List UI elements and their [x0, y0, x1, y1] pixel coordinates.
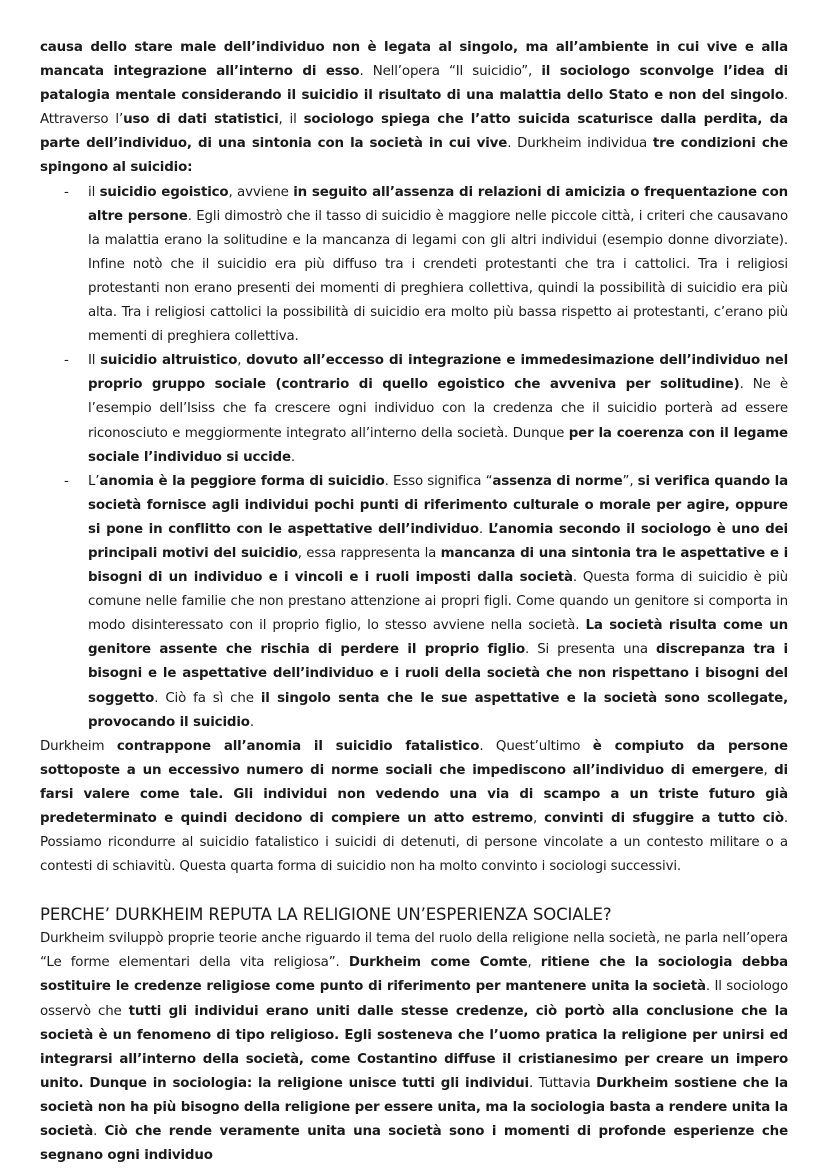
text-run: ”, — [622, 473, 638, 489]
bold-text-run: sociologo spiega che l’atto suicida scaturisce dalla perdita, da parte dell’individuo, di una sintonia con la società in cui vive — [40, 112, 788, 152]
text-run: . — [93, 1124, 105, 1140]
text-run: L’ — [88, 473, 100, 489]
bold-text-run: si verifica quando la società fornisce agli individui pochi punti di riferimento culturale o morale per agire, oppure si pone in conflitto con le aspettative dell’individuo — [88, 473, 788, 537]
text-run: . Tuttavia — [528, 1075, 597, 1091]
text-run: . — [290, 449, 295, 465]
text-run: Durkheim — [40, 738, 117, 754]
text-run: . — [478, 521, 489, 537]
bold-text-run: il sociologo sconvolge l’idea di patalogia mentale considerando il suicidio il risultato di una malattia dello Stato e non del singolo — [40, 64, 788, 104]
bold-text-run: Durkheim come Comte — [348, 955, 528, 971]
bold-text-run: anomia è la peggiore forma di suicidio — [99, 473, 385, 489]
bold-text-run: L’anomia secondo il sociologo è uno dei principali motivi del suicidio — [88, 521, 788, 561]
text-run: , — [763, 762, 775, 778]
bold-text-run: in seguito all’assenza di relazioni di amicizia o frequentazione con altre persone — [88, 184, 789, 224]
list-bullet: - — [64, 473, 69, 489]
text-run: . Si presenta una — [525, 642, 656, 658]
text-run: . Attraverso l’ — [40, 88, 788, 128]
bold-text-run: per la coerenza con il legame sociale l’individuo si uccide — [88, 425, 788, 465]
bold-text-run: mancanza di una sintonia tra le aspettative e i bisogni di un individuo e i vincoli e i ruoli imposti dalla società — [88, 545, 789, 586]
text-run: . Egli dimostrò che il tasso di suicidio è maggiore nelle piccole città, i criteri che causavano la malattia erano la solitudine e la mancanza di legami con gli altri individui (esempio donne divorziate). Infine notò che il suicidio era più diffuso tra i crendeti protestanti che tra i cattolici. Tra i religiosi protestanti non erano presenti dei momenti di preghiera collettiva, quindi la possibilità di suicidio era più alta. Tra i religiosi cattolici la possibilità di suicidio era molto più bassa rispetto ai protestanti, c’erano più mementi di preghiera collettiva. — [88, 208, 788, 345]
section-heading: PERCHE’ DURKHEIM REPUTA LA RELIGIONE UN’ESPERIENZA SOCIALE? — [40, 905, 612, 925]
list-bullet: - — [64, 184, 69, 200]
text-run: . Questa forma di suicidio è più comune nelle familie che non prestano attenzione ai propri figli. Come quando un genitore si comporta in modo disinteressato con il proprio figlio, lo stesso avviene nella società. — [88, 570, 789, 634]
text-run: . Ne è l’esempio dell’Isiss che fa crescere ogni individuo con la credenza che il suicidio porterà ad essere riconosciuto e meggiormente integrato all’interno della società. Dunque — [88, 377, 788, 441]
bold-text-run: uso di dati statistici — [123, 112, 279, 128]
list-item-altruistic — [40, 349, 788, 469]
text-run: . Esso significa “ — [384, 473, 493, 489]
bold-text-run: suicidio altruistico — [100, 353, 238, 369]
bold-text-run: il singolo senta che le sue aspettative e la società sono scollegate, provocando il suicidio — [88, 690, 788, 730]
bold-text-run: dovuto all’eccesso di integrazione e immedesimazione dell’individuo nel proprio gruppo sociale (contrario di quello egoistico che avveniva per solitudine) — [88, 353, 789, 393]
paragraph-intro — [40, 36, 788, 181]
list-item-text — [88, 349, 788, 469]
text-run: , avviene — [228, 184, 294, 200]
bold-text-run: convinti di sfuggire a tutto ciò — [544, 811, 784, 826]
bold-text-run: suicidio egoistico — [99, 184, 229, 200]
text-run: , essa rappresenta la — [297, 545, 441, 561]
text-run: . Quest’ultimo — [479, 738, 593, 754]
bold-text-run: Ciò che rende veramente unita una società sono i momenti di profonde esperienze che segnano ogni individuo — [40, 1124, 789, 1164]
text-run: , il — [278, 112, 304, 128]
paragraph-religion — [40, 927, 788, 1168]
text-run: . Ciò fa sì che — [154, 690, 261, 706]
list-bullet: - — [64, 353, 69, 369]
list-item-text — [88, 181, 788, 350]
text-run: Durkheim sviluppò proprie teorie anche riguardo il tema del ruolo della religione nella società, ne parla nell’opera “Le forme elementari della vita religiosa”. — [40, 931, 788, 971]
bold-text-run: assenza di norme — [492, 473, 623, 489]
bold-text-run: discrepanza tra i bisogni e le aspettative dell’individuo e i ruoli della società che non rispettano i bisogni del soggetto — [88, 642, 788, 706]
bold-text-run: ritiene che la sociologia debba sostituire le credenze religiose come punto di riferimento per mantenere unita la società — [40, 955, 788, 995]
paragraph-fatalistic — [40, 735, 788, 880]
bold-text-run: tre condizioni che spingono al suicidio: — [40, 136, 788, 176]
text-run: . — [249, 714, 254, 730]
list-item-text — [88, 470, 788, 735]
bold-text-run: Durkheim sostiene che la società non ha più bisogno della religione per essere unita, ma la sociologia basta a rendere unita la società — [40, 1075, 788, 1140]
text-run: il — [88, 184, 100, 200]
bold-text-run: di farsi valere come tale. Gli individui non vedendo una via di scampo a un triste futuro già predeterminato e quindi decidono di compiere un atto estremo — [40, 762, 789, 826]
bold-text-run: causa dello stare male dell’individuo non è legata al singolo, ma all’ambiente in cui vive e alla mancata integrazione all’interno di esso — [40, 40, 788, 80]
list-item-anomie — [40, 470, 788, 735]
suicide-types-list — [40, 181, 788, 735]
text-run: , — [532, 811, 545, 826]
list-item-egoistic — [40, 181, 788, 350]
bold-text-run: contrappone all’anomia il suicidio fatalistico — [116, 738, 480, 754]
bold-text-run: La società risulta come un genitore assente che rischia di perdere il proprio figlio — [88, 618, 788, 658]
text-run: , — [527, 955, 541, 971]
text-run: Il — [88, 353, 101, 369]
text-run: , — [237, 353, 247, 369]
text-run: . Nell’opera “Il suicidio”, — [359, 64, 542, 80]
text-run: . Durkheim individua — [507, 136, 653, 152]
bold-text-run: tutti gli individui erano uniti dalle stesse credenze, ciò portò alla conclusione che la società è un fenomeno di tipo religioso. Egli sosteneva che l’uomo pratica la religione per unirsi ed integrarsi all’interno della società, come Costantino diffuse il cristianesimo per creare un impero unito. Dunque in sociologia: la religione unisce tutti gli individui — [40, 1003, 788, 1091]
bold-text-run: è compiuto da persone sottoposte a un eccessivo numero di norme sociali che impediscono all’individuo di emergere — [40, 738, 788, 778]
text-run: . Possiamo ricondurre al suicidio fatalistico i suicidi di detenuti, di persone vincolate a un contesto militare o a contesti di schiavitù. Questa quarta forma di suicidio non ha molto convinto i sociologi successivi. — [40, 811, 789, 875]
text-run: . Il sociologo osservò che — [40, 979, 789, 1019]
